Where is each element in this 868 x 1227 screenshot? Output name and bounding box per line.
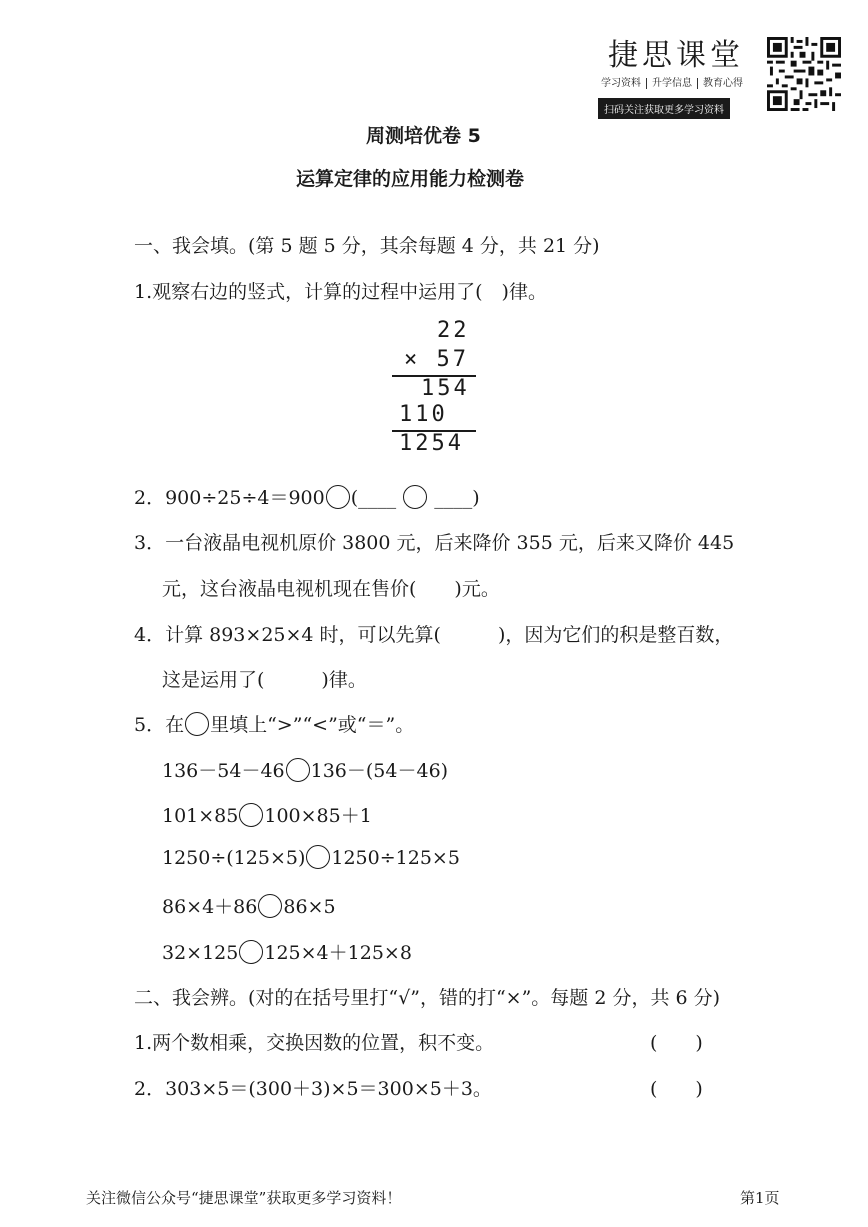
- brand-tags: [601, 74, 743, 89]
- compare-row: [162, 847, 460, 871]
- question-1: 1.观察右边的竖式，计算的过程中运用了( )律。: [134, 281, 547, 303]
- compare-row: [162, 756, 448, 784]
- compare-left: 101×85: [162, 805, 239, 827]
- compare-circle[interactable]: [258, 894, 282, 918]
- question-5: [134, 710, 414, 738]
- question-2: [134, 483, 480, 511]
- brand-tag: 教育心得: [703, 78, 743, 89]
- compare-left: 136－54－46: [162, 760, 285, 782]
- question-3-line1: 3．一台液晶电视机原价 3800 元，后来降价 355 元，后来又降价 445: [134, 532, 735, 554]
- compare-circle[interactable]: [306, 845, 330, 869]
- mult-row-multiplicand: 22: [437, 318, 470, 343]
- judge-question-1: 1.两个数相乘，交换因数的位置，积不变。: [134, 1032, 495, 1054]
- question-5-prefix: 5．在: [134, 714, 185, 736]
- question-3-line2: 元，这台液晶电视机现在售价( )元。: [162, 578, 500, 600]
- question-4-line1: 4．计算 893×25×4 时，可以先算( )，因为它们的积是整百数，: [134, 624, 734, 646]
- brand-scan-bar: 扫码关注获取更多学习资料: [598, 98, 730, 119]
- brand-tag: 学习资料: [601, 78, 641, 89]
- compare-left: 32×125: [162, 942, 239, 964]
- question-2-mid: (____: [350, 487, 397, 509]
- compare-left: 1250÷(125×5): [162, 847, 306, 869]
- mult-row-multiplier: × 57: [404, 347, 469, 372]
- mult-row-product: 1254: [399, 431, 464, 456]
- question-5-suffix: 里填上“>”“<”或“＝”。: [210, 714, 415, 736]
- footer-note: 关注微信公众号“捷思课堂”获取更多学习资料！: [86, 1189, 402, 1207]
- answer-circle-example: [185, 712, 209, 736]
- compare-circle[interactable]: [239, 940, 263, 964]
- compare-right: 100×85＋1: [264, 805, 372, 827]
- question-2-prefix: 2．900÷25÷4＝900: [134, 487, 325, 509]
- section2-header: 二、我会辨。(对的在括号里打“√”，错的打“×”。每题 2 分，共 6 分): [134, 987, 721, 1009]
- compare-right: 1250÷125×5: [331, 847, 460, 869]
- judge-answer-paren-1[interactable]: ( ): [650, 1032, 703, 1054]
- answer-circle[interactable]: [403, 485, 427, 509]
- section1-header: 一、我会填。(第 5 题 5 分，其余每题 4 分，共 21 分): [134, 235, 600, 257]
- question-4-line2: 这是运用了( )律。: [162, 669, 367, 691]
- mult-row-partial-2: 110: [399, 402, 448, 427]
- page-title: 周测培优卷 5: [366, 125, 481, 147]
- page-subtitle: 运算定律的应用能力检测卷: [296, 168, 525, 190]
- compare-row: [162, 801, 372, 829]
- compare-right: 125×4＋125×8: [264, 942, 412, 964]
- compare-right: 86×5: [283, 896, 336, 918]
- judge-question-2: 2．303×5＝(300＋3)×5＝300×5＋3。: [134, 1078, 492, 1100]
- compare-row: [162, 938, 412, 966]
- judge-answer-paren-2[interactable]: ( ): [650, 1078, 703, 1100]
- mult-row-partial-1: 154: [421, 376, 470, 401]
- qr-code-icon[interactable]: [767, 37, 841, 111]
- compare-row: [162, 892, 336, 920]
- compare-right: 136－(54－46): [310, 760, 449, 782]
- answer-circle[interactable]: [326, 485, 350, 509]
- compare-circle[interactable]: [286, 758, 310, 782]
- brand-tag: 升学信息: [652, 78, 692, 89]
- page-number: 第1页: [740, 1189, 780, 1207]
- compare-circle[interactable]: [239, 803, 263, 827]
- brand-logo-text: 捷思课堂: [608, 38, 744, 73]
- question-2-end: ____): [434, 487, 480, 509]
- compare-left: 86×4＋86: [162, 896, 258, 918]
